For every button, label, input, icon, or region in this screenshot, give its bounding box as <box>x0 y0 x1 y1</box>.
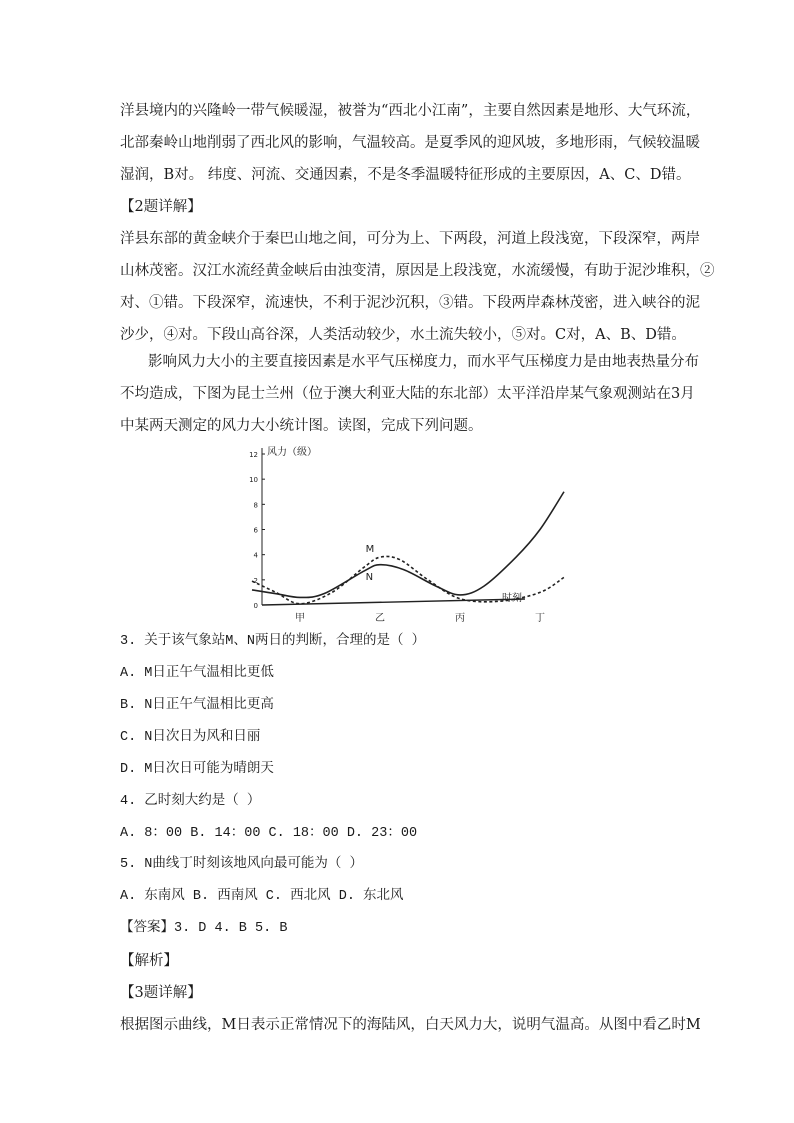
para-line: 根据图示曲线，M日表示正常情况下的海陆风，白天风力大，说明气温高。从图中看乙时M <box>120 1017 701 1033</box>
y-tick-label: 0 <box>253 602 258 610</box>
para-line: 北部秦岭山地削弱了西北风的影响，气温较高。是夏季风的迎风坡，多地形雨，气候较温暖 <box>120 135 700 151</box>
x-tick-label: 甲 <box>295 613 305 624</box>
q4-options: A. 8：00 B. 14：00 C. 18：00 D. 23：00 <box>120 826 418 841</box>
wind-force-chart <box>240 440 545 630</box>
para-line: 山林茂密。汉江水流经黄金峡后由浊变清，原因是上段浅宽，水流缓慢，有助于泥沙堆积，② <box>120 263 715 279</box>
y-tick-label: 6 <box>253 526 258 535</box>
series-m-label: M <box>365 544 375 556</box>
q5-options: A. 东南风 B. 西南风 C. 西北风 D. 东北风 <box>120 889 404 904</box>
para-line: 湿润，B对。 纬度、河流、交通因素，不是冬季温暖特征形成的主要原因，A、C、D错。 <box>120 167 691 183</box>
section-heading-q3: 【3题详解】 <box>120 985 202 1001</box>
para-line: 对、①错。下段深窄，流速快，不利于泥沙沉积，③错。下段两岸森林茂密，进入峡谷的泥 <box>120 295 700 311</box>
y-tick-label: 4 <box>253 551 258 560</box>
answer-line: 【答案】3. D 4. B 5. B <box>120 921 288 936</box>
q3-option-a: A. M日正午气温相比更低 <box>120 666 274 681</box>
y-tick-label: 12 <box>249 451 258 459</box>
q3-option-d: D. M日次日可能为晴朗天 <box>120 762 274 777</box>
para-line: 洋县境内的兴隆岭一带气候暖湿，被誉为“西北小江南”，主要自然因素是地形、大气环流， <box>120 103 701 119</box>
q3-option-c: C. N日次日为风和日丽 <box>120 730 261 745</box>
y-tick-label: 2 <box>253 576 258 585</box>
x-tick-label: 丙 <box>455 613 465 624</box>
series-n-line <box>252 492 564 598</box>
x-tick-label: 丁 <box>535 613 545 624</box>
question-5: 5. N曲线丁时刻该地风向最可能为（ ） <box>120 857 364 872</box>
y-tick-label: 10 <box>249 476 258 485</box>
x-axis-label: 时刻 <box>502 593 522 604</box>
series-n-label: N <box>365 571 374 583</box>
question-3: 3. 关于该气象站M、N两日的判断，合理的是（ ） <box>120 634 426 649</box>
y-tick-label: 8 <box>253 501 258 510</box>
intro-line: 不均造成，下图为昆士兰州（位于澳大利亚大陆的东北部）太平洋沿岸某气象观测站在3月 <box>120 386 695 402</box>
x-tick-label: 乙 <box>375 613 385 624</box>
intro-line: 影响风力大小的主要直接因素是水平气压梯度力，而水平气压梯度力是由地表热量分布 <box>148 354 699 370</box>
section-heading-q2: 【2题详解】 <box>120 199 202 215</box>
para-line: 沙少，④对。下段山高谷深，人类活动较少，水土流失较小，⑤对。C对，A、B、D错。 <box>120 327 686 343</box>
q3-option-b: B. N日正午气温相比更高 <box>120 698 274 713</box>
para-line: 洋县东部的黄金峡介于秦巴山地之间，可分为上、下两段，河道上段浅宽，下段深窄，两岸 <box>120 231 700 247</box>
intro-line: 中某两天测定的风力大小统计图。读图，完成下列问题。 <box>120 418 483 434</box>
question-4: 4. 乙时刻大约是（ ） <box>120 794 261 809</box>
analysis-heading: 【解析】 <box>120 953 178 969</box>
y-axis-label: 风力（级） <box>267 447 317 458</box>
